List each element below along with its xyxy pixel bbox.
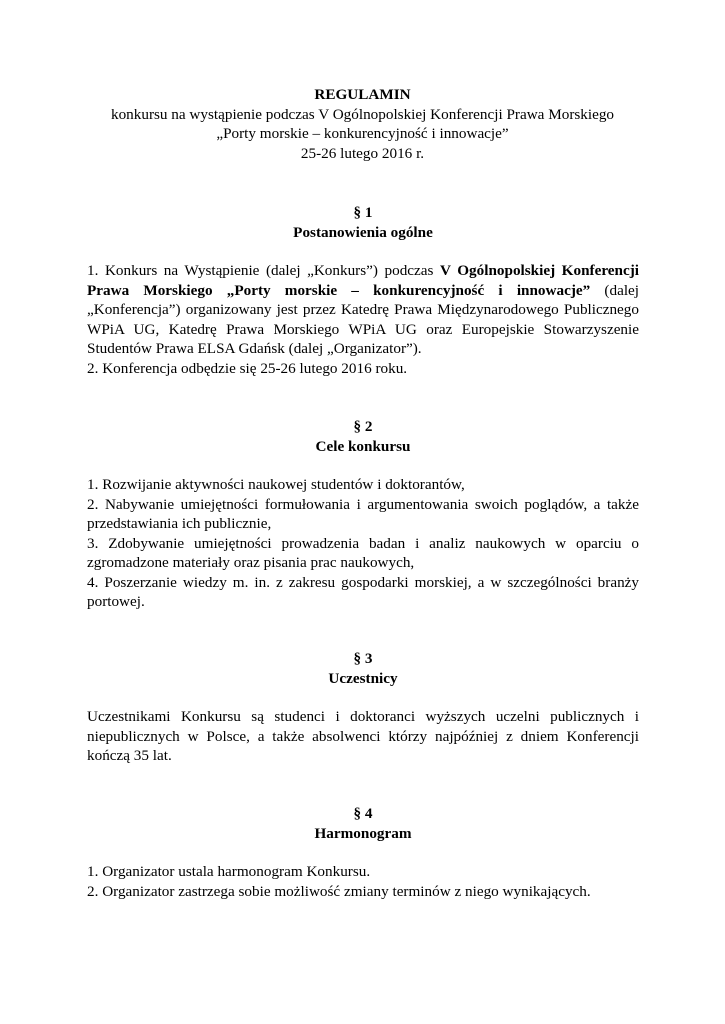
subtitle-date: 25-26 lutego 2016 r. <box>300 144 425 162</box>
section-2 <box>87 417 639 612</box>
section-2-title: Cele konkursu <box>315 437 411 455</box>
section-4-body <box>87 862 639 901</box>
section-4-item-2: 2. Organizator zastrzega sobie możliwość zmiany terminów z niego wynikających. <box>87 882 591 900</box>
s1-p1-conference-name: V Ogólnopolskiej Konferencji Prawa Morskiego „Porty morskie – konkurencyjność i innowacje” <box>87 262 640 299</box>
section-4-item-1: 1. Organizator ustala harmonogram Konkursu. <box>87 863 371 880</box>
section-1-number: § 1 <box>353 204 373 221</box>
section-2-item-1: 1. Rozwijanie aktywności naukowej studentów i doktorantów, <box>87 476 465 493</box>
s1-p1-text-a: 1. Konkurs na Wystąpienie (dalej „Konkurs”) podczas <box>87 262 440 279</box>
section-3-number: § 3 <box>353 650 373 667</box>
section-2-body <box>87 475 639 612</box>
section-3-title: Uczestnicy <box>328 669 398 687</box>
section-3 <box>87 649 639 766</box>
section-1-title: Postanowienia ogólne <box>293 223 433 241</box>
section-1-paragraph-2: 2. Konferencja odbędzie się 25-26 lutego 2016 roku. <box>87 359 408 377</box>
document-title: REGULAMIN <box>314 86 411 103</box>
document-header <box>0 85 725 163</box>
section-2-item-2: 2. Nabywanie umiejętności formułowania i argumentowania swoich poglądów, a także przedstawiania ich publicznie, <box>87 495 639 532</box>
s1-p1-text-c: (dalej „Konferencja”) organizowany jest przez Katedrę Prawa Międzynarodowego Publicznego WPiA UG, Katedrę Prawa Morskiego WPiA UG oraz Europejskie Stowarzyszenie Studentów Prawa ELSA Gdańsk (dalej „Organizator”). <box>87 281 640 357</box>
section-1-paragraph-1 <box>87 261 639 359</box>
section-3-body <box>87 707 639 766</box>
section-2-number: § 2 <box>353 418 373 435</box>
section-4-number: § 4 <box>353 805 373 822</box>
section-3-paragraph: Uczestnikami Konkursu są studenci i doktoranci wyższych uczelni publicznych i niepublicznych w Polsce, a także absolwenci którzy najpóźniej z dniem Konferencji kończą 35 lat. <box>87 708 639 764</box>
subtitle-line-1: konkursu na wystąpienie podczas V Ogólnopolskiej Konferencji Prawa Morskiego <box>110 105 615 123</box>
section-2-item-4: 4. Poszerzanie wiedzy m. in. z zakresu gospodarki morskiej, a w szczególności branży portowej. <box>87 573 639 610</box>
section-4-title: Harmonogram <box>314 824 412 842</box>
section-2-item-3: 3. Zdobywanie umiejętności prowadzenia badan i analiz naukowych w oparciu o zgromadzone materiały oraz pisania prac naukowych, <box>87 534 639 571</box>
section-4 <box>87 804 639 901</box>
section-1-body <box>87 261 639 378</box>
subtitle-line-2: „Porty morskie – konkurencyjność i innowacje” <box>216 125 509 142</box>
section-1 <box>87 203 639 378</box>
